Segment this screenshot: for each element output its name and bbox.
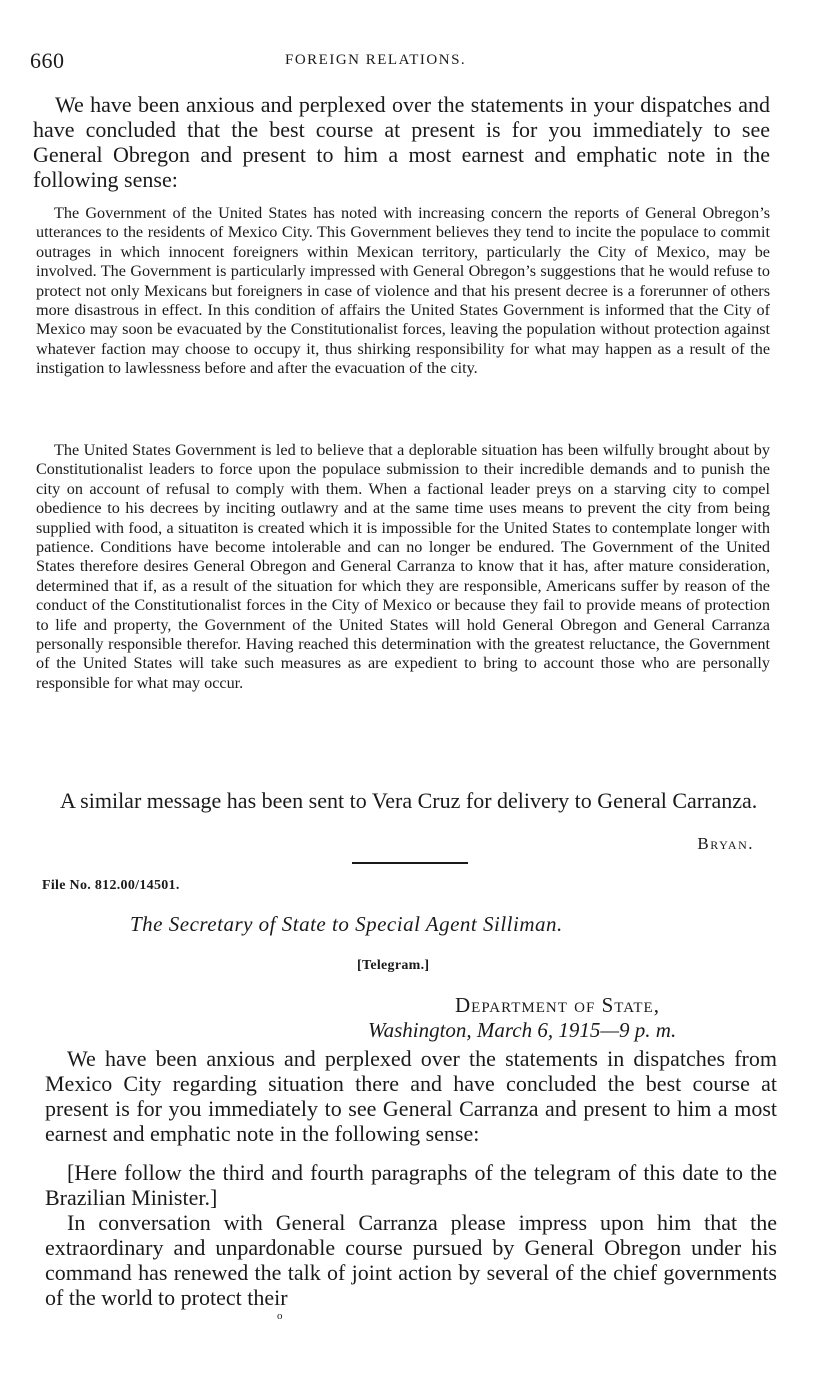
dateline: Washington, March 6, 1915—9 p. m.	[368, 1018, 677, 1042]
document-title: The Secretary of State to Special Agent Silliman.	[130, 912, 563, 936]
note-paragraph-1: The Government of the United States has noted with increasing concern the reports of General Obregon’s utterances to the residents of Mexico City. This Government believes they tend to incite the populace to commit outrages in which innocent foreigners within Mexican territory, particularly the City of Mexico, may be involved. The Government is particularly impressed with General Obregon’s suggestions that he would refuse to protect not only Mexicans but foreigners in case of violence and that his present decree is a forerunner of others more disastrous in effect. In this condition of affairs the United States Government is informed that the City of Mexico may soon be evacuated by the Constitutionalist forces, leaving the population without protection against whatever faction may choose to occupy it, thus shirking responsibility for what may happen as a result of the instigation to lawlessness before and after the evacuation of the city.	[36, 204, 770, 378]
section-divider	[352, 862, 468, 864]
signature: Bryan.	[697, 834, 754, 853]
body-paragraph-1: We have been anxious and perplexed over the statements in dispatches from Mexico City regarding situation there and have concluded the best course at present is for you immediately to see General Carranza and present to him a most earnest and emphatic note in the following sense:	[45, 1046, 777, 1146]
similar-message-paragraph: A similar message has been sent to Vera Cruz for delivery to General Carranza.	[60, 788, 758, 813]
running-head: FOREIGN RELATIONS.	[285, 52, 467, 68]
page-header	[30, 48, 780, 78]
note-paragraph-2: The United States Government is led to believe that a deplorable situation has been wilfully brought about by Constitutionalist leaders to force upon the populace submission to their incredible demands and to punish the city on account of refusal to comply with them. When a factional leader preys on a starving city to compel obedience to his decrees by inciting outlawry and at the same time uses means to prevent the city from being supplied with food, a situatiton is created which it is impossible for the United States to contemplate longer with patience. Conditions have become intolerable and can no longer be endured. The Government of the United States therefore desires General Obregon and General Carranza to know that it has, after mature consideration, determined that if, as a result of the situation for which they are responsible, Americans suffer by reason of the conduct of the Constitutionalist forces in the City of Mexico or because they fail to provide means of protection to life and property, the Government of the United States will hold General Obregon and General Carranza personally responsible therefor. Having reached this determination with the greatest reluctance, the Government of the United States will take such measures as are expedient to bring to account those who are personally responsible for what may occur.	[36, 441, 770, 692]
page-number: 660	[30, 48, 65, 73]
telegram-label: [Telegram.]	[357, 958, 430, 973]
page-mark: o	[277, 1310, 283, 1322]
intro-paragraph: We have been anxious and perplexed over the statements in your dispatches and have concluded that the best course at present is for you immediately to see General Obregon and present to him a most earnest and emphatic note in the following sense:	[33, 92, 770, 192]
department-heading: Department of State,	[455, 993, 660, 1017]
body-paragraph-2: [Here follow the third and fourth paragraphs of the telegram of this date to the Brazilian Minister.]	[45, 1160, 777, 1210]
body-paragraph-3: In conversation with General Carranza please impress upon him that the extraordinary and unpardonable course pursued by General Obregon under his command has renewed the talk of joint action by several of the chief governments of the world to protect their	[45, 1210, 777, 1310]
file-number: File No. 812.00/14501.	[42, 878, 180, 893]
